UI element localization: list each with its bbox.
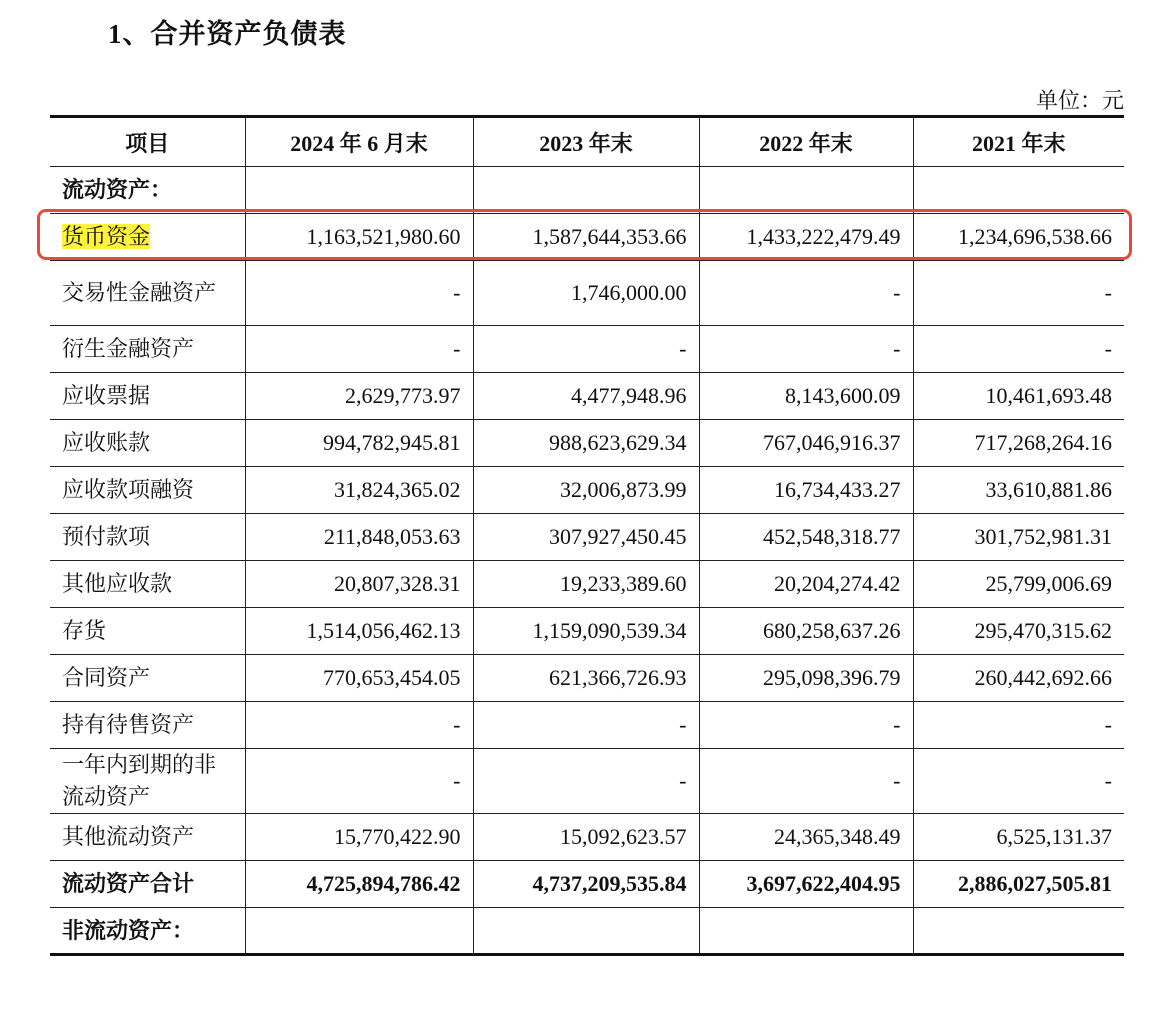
cell-value: 295,470,315.62 <box>913 608 1124 655</box>
cell-value: 680,258,637.26 <box>699 608 913 655</box>
cell-value: 717,268,264.16 <box>913 420 1124 467</box>
cell-value: 16,734,433.27 <box>699 467 913 514</box>
cell-value: - <box>245 702 473 749</box>
cell-value: 3,697,622,404.95 <box>699 861 913 908</box>
cell-value: 1,514,056,462.13 <box>245 608 473 655</box>
cell-value <box>473 908 699 955</box>
cell-value: 4,737,209,535.84 <box>473 861 699 908</box>
cell-value: 295,098,396.79 <box>699 655 913 702</box>
cell-value: - <box>913 326 1124 373</box>
cell-value: - <box>245 261 473 326</box>
row-label: 应收票据 <box>50 373 245 420</box>
cell-value: 988,623,629.34 <box>473 420 699 467</box>
table-row <box>50 908 1124 955</box>
table-row <box>50 561 1124 608</box>
cell-value: - <box>913 261 1124 326</box>
cell-value: - <box>473 749 699 814</box>
cell-value <box>699 908 913 955</box>
cell-value: 301,752,981.31 <box>913 514 1124 561</box>
cell-value: 15,092,623.57 <box>473 814 699 861</box>
cell-value: 307,927,450.45 <box>473 514 699 561</box>
cell-value <box>913 908 1124 955</box>
row-label: 非流动资产： <box>50 908 245 955</box>
cell-value: 1,163,521,980.60 <box>245 214 473 261</box>
cell-value: 25,799,006.69 <box>913 561 1124 608</box>
cell-value: 6,525,131.37 <box>913 814 1124 861</box>
table-row <box>50 420 1124 467</box>
row-label: 应收款项融资 <box>50 467 245 514</box>
cell-value: 1,746,000.00 <box>473 261 699 326</box>
cell-value: - <box>473 702 699 749</box>
cell-value: 260,442,692.66 <box>913 655 1124 702</box>
cell-value: - <box>913 749 1124 814</box>
cell-value: - <box>699 702 913 749</box>
cell-value: - <box>699 326 913 373</box>
row-label: 合同资产 <box>50 655 245 702</box>
table-row <box>50 702 1124 749</box>
cell-value: 2,629,773.97 <box>245 373 473 420</box>
table-row <box>50 814 1124 861</box>
table-row <box>50 467 1124 514</box>
header-row <box>50 117 1124 167</box>
cell-value: 19,233,389.60 <box>473 561 699 608</box>
balance-sheet-table <box>50 115 1124 956</box>
row-label: 其他流动资产 <box>50 814 245 861</box>
table-row-total <box>50 861 1124 908</box>
row-label: 其他应收款 <box>50 561 245 608</box>
table-row <box>50 514 1124 561</box>
cell-value: 994,782,945.81 <box>245 420 473 467</box>
row-label: 交易性金融资产 <box>50 261 245 326</box>
cell-value: 10,461,693.48 <box>913 373 1124 420</box>
row-label: 持有待售资产 <box>50 702 245 749</box>
cell-value <box>245 908 473 955</box>
cell-value: 767,046,916.37 <box>699 420 913 467</box>
cell-value: - <box>245 326 473 373</box>
table-row <box>50 373 1124 420</box>
cell-value: - <box>699 261 913 326</box>
cell-value: 4,477,948.96 <box>473 373 699 420</box>
cell-value: 31,824,365.02 <box>245 467 473 514</box>
cell-value: 20,807,328.31 <box>245 561 473 608</box>
cell-value: 15,770,422.90 <box>245 814 473 861</box>
section-title: 1、合并资产负债表 <box>108 19 347 49</box>
highlighted-label: 货币资金 <box>62 224 151 249</box>
cell-value: 1,587,644,353.66 <box>473 214 699 261</box>
cell-value <box>473 167 699 214</box>
row-label: 流动资产合计 <box>50 861 245 908</box>
row-label <box>50 214 245 261</box>
row-label: 存货 <box>50 608 245 655</box>
table-row <box>50 167 1124 214</box>
row-label: 预付款项 <box>50 514 245 561</box>
row-label: 一年内到期的非流动资产 <box>50 749 245 814</box>
cell-value: 33,610,881.86 <box>913 467 1124 514</box>
table-row <box>50 749 1124 814</box>
cell-value: 8,143,600.09 <box>699 373 913 420</box>
header-item: 项目 <box>50 117 245 167</box>
cell-value: - <box>913 702 1124 749</box>
row-label: 应收账款 <box>50 420 245 467</box>
cell-value: 1,433,222,479.49 <box>699 214 913 261</box>
cell-value: 1,234,696,538.66 <box>913 214 1124 261</box>
header-2024h1: 2024 年 6 月末 <box>245 117 473 167</box>
table-row <box>50 214 1124 261</box>
table-row <box>50 608 1124 655</box>
cell-value: 4,725,894,786.42 <box>245 861 473 908</box>
cell-value <box>699 167 913 214</box>
cell-value: - <box>699 749 913 814</box>
table-row <box>50 261 1124 326</box>
row-label: 流动资产： <box>50 167 245 214</box>
cell-value <box>913 167 1124 214</box>
cell-value: 211,848,053.63 <box>245 514 473 561</box>
header-2021: 2021 年末 <box>913 117 1124 167</box>
cell-value: - <box>473 326 699 373</box>
cell-value: - <box>245 749 473 814</box>
cell-value: 24,365,348.49 <box>699 814 913 861</box>
cell-value: 32,006,873.99 <box>473 467 699 514</box>
cell-value: 1,159,090,539.34 <box>473 608 699 655</box>
cell-value: 2,886,027,505.81 <box>913 861 1124 908</box>
header-2023: 2023 年末 <box>473 117 699 167</box>
table-row <box>50 655 1124 702</box>
cell-value: 20,204,274.42 <box>699 561 913 608</box>
cell-value: 621,366,726.93 <box>473 655 699 702</box>
cell-value: 452,548,318.77 <box>699 514 913 561</box>
cell-value <box>245 167 473 214</box>
cell-value: 770,653,454.05 <box>245 655 473 702</box>
table-row <box>50 326 1124 373</box>
header-2022: 2022 年末 <box>699 117 913 167</box>
unit-label: 单位：元 <box>1035 88 1124 113</box>
row-label: 衍生金融资产 <box>50 326 245 373</box>
